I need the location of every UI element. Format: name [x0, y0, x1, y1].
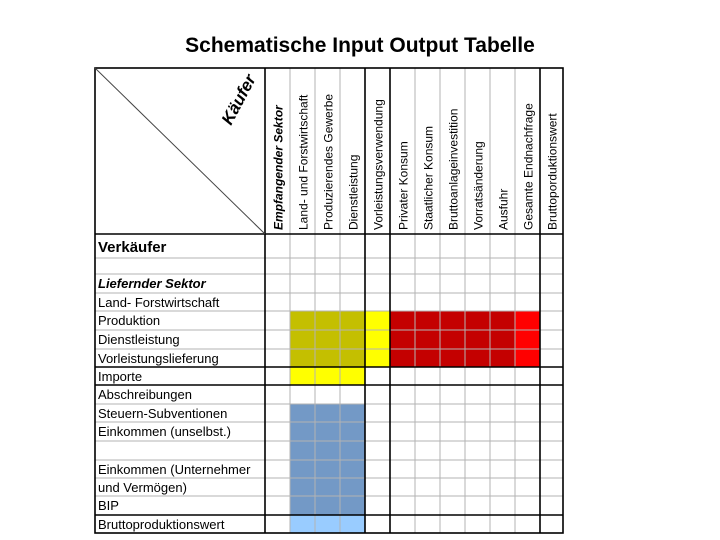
yellow-row-block — [290, 367, 365, 385]
column-header-10: Gesamte Endnachfrage — [521, 103, 536, 230]
row-label-7: Abschreibungen — [98, 387, 192, 402]
row-label-14: Bruttoproduktionswert — [98, 517, 225, 532]
bright-red-block — [515, 311, 540, 367]
column-header-4: Vorleistungsverwendung — [371, 99, 386, 230]
column-header-11: Bruttoporduktionswert — [545, 113, 560, 230]
row-label-3: Produktion — [98, 313, 161, 328]
light-blue-block — [290, 515, 365, 533]
row-label-11: Einkommen (Unternehmer — [98, 462, 251, 477]
row-label-8: Steuern-Subventionen — [98, 406, 228, 421]
column-header-8: Vorratsänderung — [471, 141, 486, 230]
red-block — [390, 311, 515, 367]
column-header-1: Land- und Forstwirtschaft — [296, 94, 311, 230]
row-label-6: Importe — [98, 369, 143, 384]
column-header-9: Ausfuhr — [496, 188, 511, 230]
row-label-2: Land- Forstwirtschaft — [98, 295, 220, 310]
column-header-6: Staatlicher Konsum — [421, 125, 436, 230]
column-header-3: Dienstleistung — [346, 154, 361, 230]
seller-header: Verkäufer — [98, 239, 167, 256]
row-label-5: Vorleistungslieferung — [98, 351, 219, 366]
column-header-0: Empfangender Sektor — [271, 105, 286, 230]
column-header-7: Bruttoanlageinvestition — [446, 108, 461, 230]
row-label-4: Dienstleistung — [98, 332, 180, 347]
row-label-13: BIP — [98, 498, 119, 513]
page-title: Schematische Input Output Tabelle — [185, 34, 535, 57]
column-header-2: Produzierendes Gewerbe — [321, 93, 336, 230]
row-label-9: Einkommen (unselbst.) — [98, 424, 231, 439]
corner-label: Käufer — [217, 71, 260, 128]
column-header-5: Privater Konsum — [396, 141, 411, 230]
row-label-12: und Vermögen) — [98, 480, 187, 495]
olive-block — [290, 311, 365, 367]
yellow-col-block — [365, 311, 390, 367]
row-label-1: Liefernder Sektor — [98, 276, 206, 291]
